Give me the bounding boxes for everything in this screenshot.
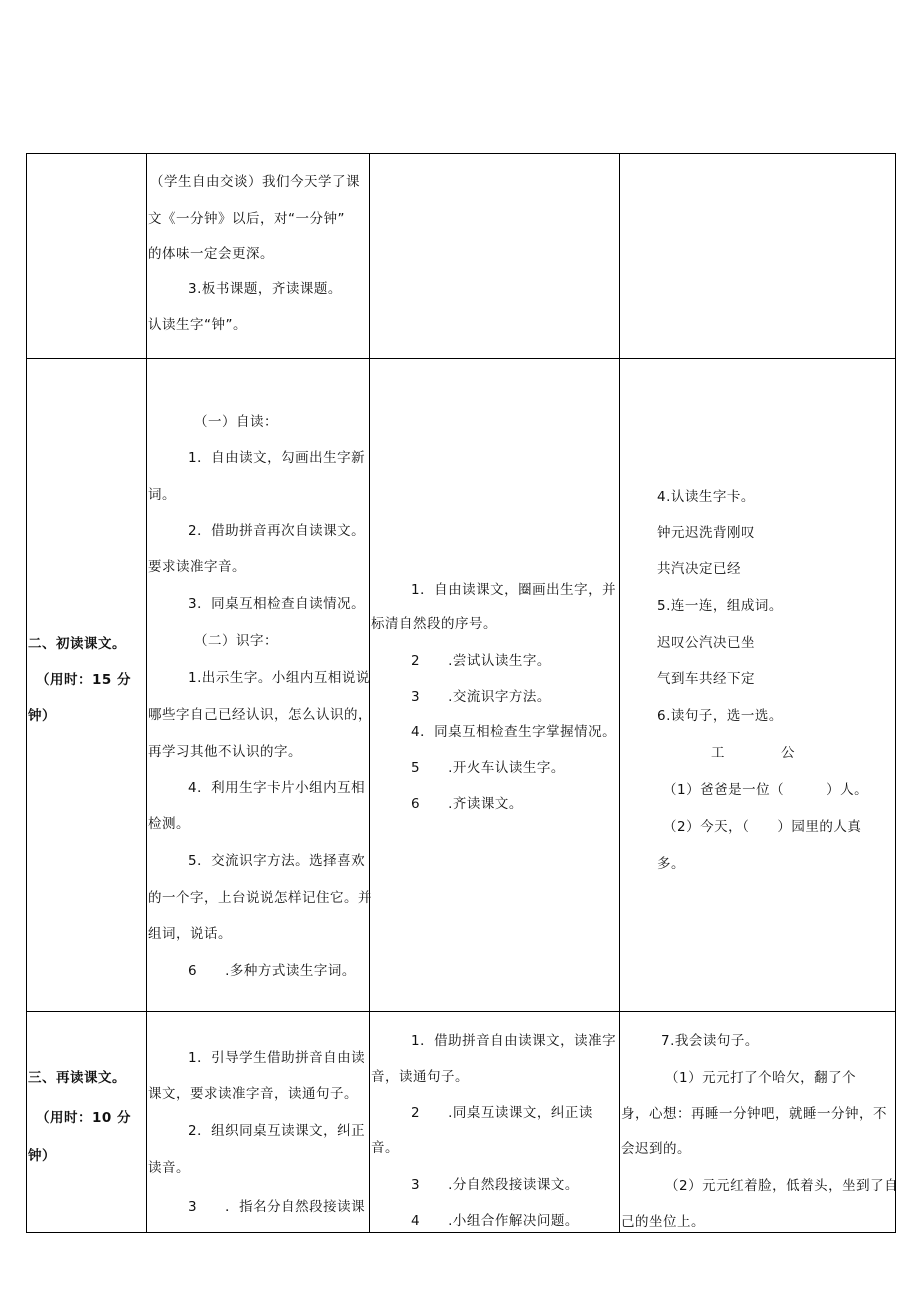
text-line: 检测。 xyxy=(148,816,190,832)
table-left-border xyxy=(26,153,27,1233)
stage-duration-end: 钟） xyxy=(28,708,56,724)
stage-title: 二、初读课文。 xyxy=(28,636,126,652)
text-line: （学生自由交谈）我们今天学了课 xyxy=(150,174,360,190)
text-line: 共汽决定已经 xyxy=(657,561,741,577)
text-line: 5．交流识字方法。选择喜欢 xyxy=(188,853,366,869)
text-line: 组词，说话。 xyxy=(148,926,232,942)
text-line: 2．组织同桌互读课文，纠正 xyxy=(188,1123,366,1139)
text-line: （2）元元红着脸，低着头，坐到了自 xyxy=(665,1178,899,1194)
text-line: 再学习其他不认识的字。 xyxy=(148,744,302,760)
text-line: 会迟到的。 xyxy=(621,1141,691,1157)
text-line: 2 .尝试认读生字。 xyxy=(411,653,551,669)
text-line: 5 .开火车认读生字。 xyxy=(411,760,565,776)
text-line: 音。 xyxy=(371,1140,399,1156)
text-line: （二）识字： xyxy=(194,633,278,649)
text-line: 3.板书课题，齐读课题。 xyxy=(188,281,342,297)
table-right-border xyxy=(895,153,896,1233)
text-line: 1．借助拼音自由读课文，读准字 xyxy=(411,1033,617,1049)
column-divider-1 xyxy=(146,153,147,1233)
text-line: 1．自由读课文，圈画出生字，并 xyxy=(411,582,617,598)
text-line: 4．同桌互相检查生字掌握情况。 xyxy=(411,724,617,740)
text-line: 的一个字，上台说说怎样记住它。并 xyxy=(148,890,372,906)
text-line: 1.出示生字。小组内互相说说 xyxy=(188,670,370,686)
text-line: 3 ．指名分自然段接读课 xyxy=(188,1199,366,1215)
stage-duration-end: 钟） xyxy=(28,1148,56,1164)
row-divider-1 xyxy=(26,358,896,359)
text-line: 6 .多种方式读生字词。 xyxy=(188,963,356,979)
text-line: 标清自然段的序号。 xyxy=(371,616,497,632)
text-line: 1．引导学生借助拼音自由读 xyxy=(188,1050,366,1066)
text-line: 2．借助拼音再次自读课文。 xyxy=(188,523,366,539)
text-line: 要求读准字音。 xyxy=(148,559,246,575)
text-line: 6 .齐读课文。 xyxy=(411,796,523,812)
stage-duration: （用时：15 分 xyxy=(36,672,131,688)
stage-title: 三、再读课文。 xyxy=(28,1070,126,1086)
text-line: 迟叹公汽决已坐 xyxy=(657,635,755,651)
text-line: 3 .分自然段接读课文。 xyxy=(411,1177,579,1193)
text-line: 4 .小组合作解决问题。 xyxy=(411,1213,579,1229)
text-line: 哪些字自己已经认识，怎么认识的， xyxy=(148,707,372,723)
text-line: 3 .交流识字方法。 xyxy=(411,689,551,705)
column-divider-2 xyxy=(369,153,370,1233)
text-line: 多。 xyxy=(657,856,685,872)
text-line: 2 .同桌互读课文，纠正读 xyxy=(411,1105,593,1121)
text-line: 气到车共经下定 xyxy=(657,671,755,687)
table-top-border xyxy=(26,153,896,154)
text-line: 认读生字“钟”。 xyxy=(148,317,247,333)
text-line: 钟元迟洗背刚叹 xyxy=(657,525,755,541)
text-line: 4.认读生字卡。 xyxy=(657,489,755,505)
text-line: （2）今天，（ ）园里的人真 xyxy=(663,819,862,835)
row-divider-2 xyxy=(26,1011,896,1012)
stage-duration: （用时：10 分 xyxy=(36,1110,131,1126)
text-line: 词。 xyxy=(148,487,176,503)
text-line: 4．利用生字卡片小组内互相 xyxy=(188,780,366,796)
text-line: （1）元元打了个哈欠，翻了个 xyxy=(665,1070,857,1086)
text-line: 文《一分钟》以后，对“一分钟” xyxy=(148,211,345,227)
text-line: 读音。 xyxy=(148,1160,190,1176)
column-divider-3 xyxy=(619,153,620,1233)
text-line: 己的坐位上。 xyxy=(621,1214,705,1230)
text-line: 6.读句子，选一选。 xyxy=(657,708,783,724)
table-bottom-border xyxy=(26,1232,896,1233)
text-line: 5.连一连，组成词。 xyxy=(657,598,783,614)
text-line: 课文，要求读准字音，读通句子。 xyxy=(148,1086,358,1102)
text-line: 工 公 xyxy=(711,745,795,761)
text-line: 的体味一定会更深。 xyxy=(148,246,274,262)
text-line: 1．自由读文，勾画出生字新 xyxy=(188,450,366,466)
text-line: 音，读通句子。 xyxy=(371,1069,469,1085)
text-line: 3．同桌互相检查自读情况。 xyxy=(188,596,366,612)
text-line: （一）自读： xyxy=(194,414,278,430)
text-line: 7.我会读句子。 xyxy=(661,1033,759,1049)
text-line: （1）爸爸是一位（ ）人。 xyxy=(663,782,869,798)
text-line: 身，心想：再睡一分钟吧，就睡一分钟，不 xyxy=(621,1106,887,1122)
